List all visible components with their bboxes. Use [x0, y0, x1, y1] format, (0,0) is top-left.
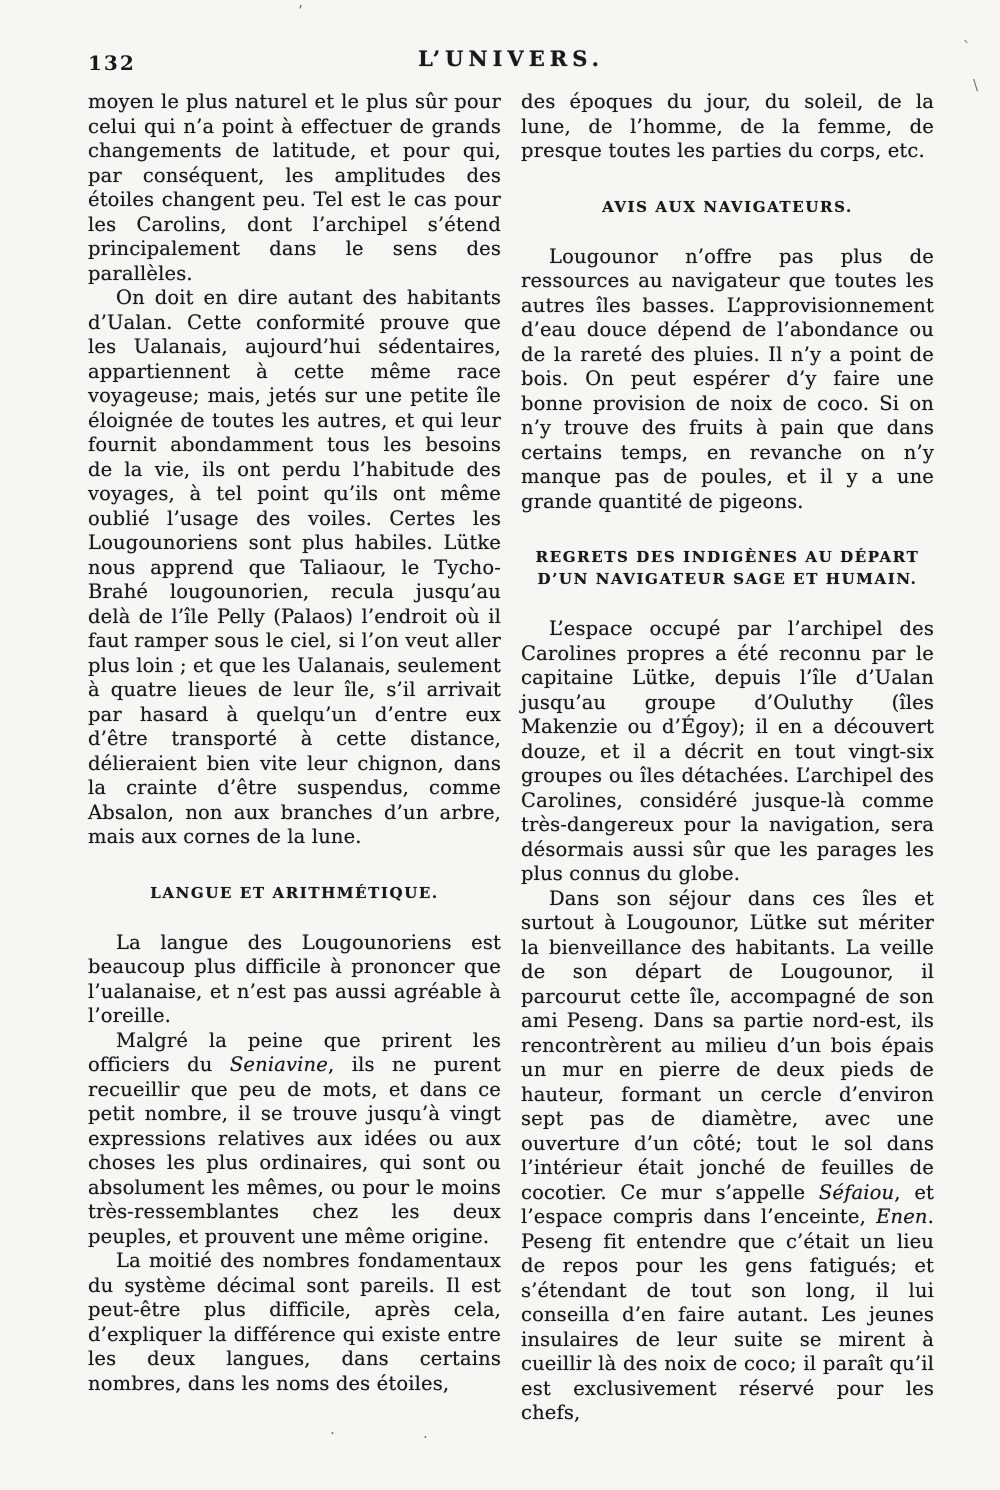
text-run: L’espace occupé par l’archipel des Carolines propres a été reconnu par le capitaine Lütke, depuis l’île d’Ualan jusqu’au groupe d’Ouluthy (îles Makenzie ou d’Égoy); il en a découvert douze, et il a décrit en tout vingt-six groupes ou îles détachées. L’archipel des Carolines, considéré jusque-là comme très-dangereux pour la navigation, sera désormais aussi sûr que les parages les plus connus du globe. — [521, 617, 934, 885]
text-run: REGRETS DES INDIGÈNES AU DÉPART D’UN NAVIGATEUR SAGE ET HUMAIN. — [535, 548, 920, 588]
paragraph — [521, 887, 934, 1426]
text-run: moyen le plus naturel et le plus sûr pour celui qui n’a point à effectuer de grands changements de latitude, et pour qui, par conséquent, les amplitudes des étoiles changent peu. Tel est le cas pour les Carolins, dont l’archipel s’étend principalement dans le sens des parallèles. — [88, 90, 501, 285]
paragraph — [521, 245, 934, 515]
text-run: Lougounor n’offre pas plus de ressources au navigateur que toutes les autres îles basses. L’approvisionnement d’eau douce dépend de l’abondance ou de la rareté des pluies. Il n’y a point de bois. On peut espérer d’y faire une bonne provision de noix de coco. Si on n’y trouve des fruits à pain que dans certains temps, en revanche on n’y manque pas de poules, et il y a une grande quantité de pigeons. — [521, 244, 934, 513]
scan-speck: . — [330, 1420, 335, 1438]
scan-speck: ’ — [298, 2, 303, 20]
paragraph — [88, 286, 501, 850]
right-column — [521, 90, 934, 1426]
paragraph — [88, 1249, 501, 1396]
page-number: 132 — [88, 51, 136, 75]
left-column — [88, 90, 501, 1426]
text-run: , et l’espace compris dans l’enceinte, — [521, 1180, 934, 1228]
text-run: des époques du jour, du soleil, de la lune, de l’homme, de la femme, de presque toutes les parties du corps, etc. — [521, 90, 934, 162]
running-title: L’UNIVERS. — [418, 46, 604, 71]
section-heading — [529, 546, 926, 590]
text-run: On doit en dire autant des habitants d’Ualan. Cette conformité prouve que les Ualanais, aujourd’hui sédentaires, appartiennent à cette même race voyageuse; mais, jetés sur une petite île éloignée de toutes les autres, et qui leur fournit abondamment tous les besoins de la vie, ils ont perdu l’habitude des voyages, à tel point qu’ils ont même oublié l’usage des voiles. Certes les Lougounoriens sont plus habiles. Lütke nous apprend que Taliaour, le Tycho-Brahé lougounorien, recula jusqu’au delà de l’île Pelly (Palaos) l’endroit où il faut ramper sous le ciel, si l’on veut aller plus loin ; et que les Ualanais, seulement à quatre lieues de leur île, s’il arrivait par hasard à quelqu’un d’entre eux d’être transporté à cette distance, délieraient bien vite leur chignon, dans la crainte d’être suspendus, comme Absalon, non aux branches d’un arbre, mais aux cornes de la lune. — [88, 286, 501, 848]
scan-speck: ` — [963, 38, 971, 56]
paragraph — [88, 90, 501, 286]
text-run: LANGUE ET ARITHMÉTIQUE. — [150, 883, 439, 902]
scan-speck: . — [423, 1424, 428, 1442]
section-heading — [529, 196, 926, 218]
section-heading — [96, 882, 493, 904]
text-run: AVIS AUX NAVIGATEURS. — [602, 197, 853, 216]
italic-term: Enen — [876, 1205, 928, 1228]
text-run: Dans son séjour dans ces îles et surtout à Lougounor, Lütke sut mériter la bienveillance des habitants. La veille de son départ de Lougounor, il parcourut cette île, accompagné de son ami Peseng. Dans sa partie nord-est, ils rencontrèrent au milieu d’un bois épais un mur en pierre de deux pieds de hauteur, formant un cercle d’environ sept pas de diamètre, avec une ouverture d’un côté; tout le sol dans l’intérieur était jonché de feuilles de cocotier. Ce mur s’appelle — [521, 886, 934, 1204]
text-run: Malgré la peine que prirent les officiers du — [88, 1028, 501, 1076]
paragraph — [88, 1029, 501, 1250]
paragraph — [521, 90, 934, 164]
scan-speck: \ — [973, 76, 979, 94]
paragraph — [88, 931, 501, 1029]
text-run: , ils ne purent recueillir que peu de mots, et dans ce petit nombre, il se trouve jusqu’à vingt expressions relatives aux idées ou aux choses les plus ordinaires, qui sont ou absolument les mêmes, ou pour le moins très-ressemblantes chez les deux peuples, et prouvent une même origine. — [88, 1053, 502, 1248]
text-columns — [88, 90, 934, 1426]
paragraph — [521, 617, 934, 887]
italic-term: Séfaiou — [818, 1180, 895, 1204]
text-run: La moitié des nombres fondamentaux du système décimal sont pareils. Il est peut-être plus difficile, après cela, d’expliquer la différence qui existe entre les deux langues, dans certains nombres, dans les noms des étoiles, — [88, 1249, 501, 1395]
text-run: . Peseng fit entendre que c’était un lieu de repos pour les gens fatigués; et s’étendant de tout son long, il lui conseilla d’en faire autant. Les jeunes insulaires de leur suite se mirent à cueillir là des noix de coco; il paraît qu’il est exclusivement réservé pour les chefs, — [521, 1205, 934, 1424]
page-header — [88, 46, 934, 80]
text-run: La langue des Lougounoriens est beaucoup plus difficile à prononcer que l’ualanaise, et n’est pas aussi agréable à l’oreille. — [88, 930, 501, 1027]
italic-term: Seniavine — [229, 1053, 328, 1076]
